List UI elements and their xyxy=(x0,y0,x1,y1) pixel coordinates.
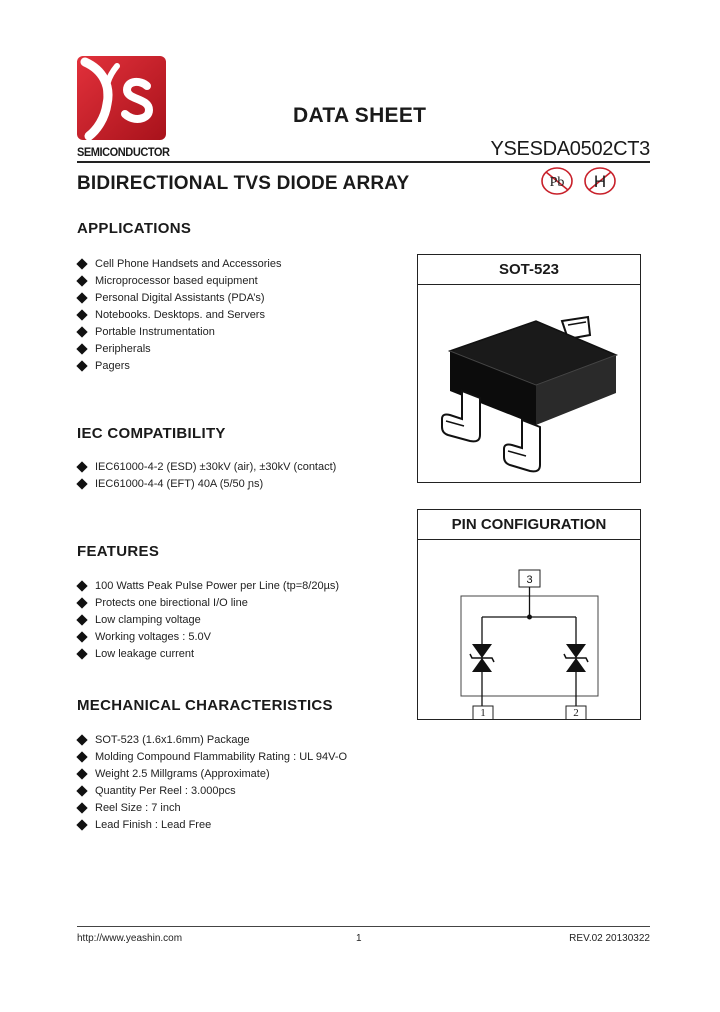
diamond-bullet-icon xyxy=(76,751,87,762)
footer-divider xyxy=(77,926,650,927)
applications-heading: APPLICATIONS xyxy=(77,220,192,237)
diamond-bullet-icon xyxy=(76,648,87,659)
sot523-package-drawing xyxy=(418,285,640,482)
list-item: IEC61000-4-2 (ESD) ±30kV (air), ±30kV (contact) xyxy=(77,458,336,475)
list-item: Microprocessor based equipment xyxy=(77,272,282,289)
package-box-title: SOT-523 xyxy=(418,255,640,285)
diamond-bullet-icon xyxy=(76,614,87,625)
halogen-free-icon xyxy=(583,166,617,196)
list-item: Weight 2.5 Millgrams (Approximate) xyxy=(77,765,347,782)
list-item: Pagers xyxy=(77,357,282,374)
list-item: Low clamping voltage xyxy=(77,611,339,628)
pb-text: Pb xyxy=(549,175,565,190)
diamond-bullet-icon xyxy=(76,580,87,591)
product-title: BIDIRECTIONAL TVS DIODE ARRAY xyxy=(77,173,410,194)
pin-config-title: PIN CONFIGURATION xyxy=(418,510,640,540)
features-list xyxy=(77,577,339,662)
list-item: Reel Size : 7 inch xyxy=(77,799,347,816)
diamond-bullet-icon xyxy=(76,802,87,813)
list-item: Molding Compound Flammability Rating : UL 94V-O xyxy=(77,748,347,765)
list-item: Protects one birectional I/O line xyxy=(77,594,339,611)
pin-3-label: 3 xyxy=(526,574,533,586)
list-item: Personal Digital Assistants (PDA’s) xyxy=(77,289,282,306)
features-heading: FEATURES xyxy=(77,543,160,560)
list-item: Working voltages : 5.0V xyxy=(77,628,339,645)
list-item: Portable Instrumentation xyxy=(77,323,282,340)
diamond-bullet-icon xyxy=(76,360,87,371)
iec-heading: IEC COMPATIBILITY xyxy=(77,425,226,442)
tvs-diode-right xyxy=(564,644,588,672)
package-box xyxy=(417,254,641,483)
diamond-bullet-icon xyxy=(76,258,87,269)
revision-info: REV.02 20130322 xyxy=(569,933,650,944)
list-item: Low leakage current xyxy=(77,645,339,662)
list-item: Quantity Per Reel : 3.000pcs xyxy=(77,782,347,799)
diamond-bullet-icon xyxy=(76,478,87,489)
list-item: Lead Finish : Lead Free xyxy=(77,816,347,833)
pin-2-label: 2 xyxy=(573,707,579,719)
pb-free-badge xyxy=(540,166,574,196)
diamond-bullet-icon xyxy=(76,326,87,337)
company-name: SEMICONDUCTOR xyxy=(77,145,170,159)
page-number: 1 xyxy=(356,933,362,944)
pin-1-label: 1 xyxy=(480,707,486,719)
diamond-bullet-icon xyxy=(76,819,87,830)
pin-schematic xyxy=(418,540,640,719)
diamond-bullet-icon xyxy=(76,768,87,779)
diamond-bullet-icon xyxy=(76,734,87,745)
list-item: Notebooks. Desktops. and Servers xyxy=(77,306,282,323)
list-item: IEC61000-4-4 (EFT) 40A (5/50 ɲs) xyxy=(77,475,336,492)
diamond-bullet-icon xyxy=(76,461,87,472)
h-text: H xyxy=(593,172,607,191)
pin-config-box xyxy=(417,509,641,720)
list-item: Peripherals xyxy=(77,340,282,357)
diamond-bullet-icon xyxy=(76,343,87,354)
ys-logo-graphic xyxy=(77,56,166,140)
package-illustration xyxy=(418,285,640,482)
diamond-bullet-icon xyxy=(76,292,87,303)
tvs-diode-left xyxy=(470,644,494,672)
diamond-bullet-icon xyxy=(76,785,87,796)
document-type: DATA SHEET xyxy=(293,104,427,127)
pb-free-icon xyxy=(540,166,574,196)
list-item: Cell Phone Handsets and Accessories xyxy=(77,255,282,272)
diamond-bullet-icon xyxy=(76,631,87,642)
header-divider xyxy=(77,161,650,163)
diamond-bullet-icon xyxy=(76,275,87,286)
company-logo xyxy=(77,56,166,140)
mechanical-heading: MECHANICAL CHARACTERISTICS xyxy=(77,697,333,714)
mechanical-list xyxy=(77,731,347,833)
part-number: YSESDA0502CT3 xyxy=(490,138,650,160)
list-item: SOT-523 (1.6x1.6mm) Package xyxy=(77,731,347,748)
pin-config-diagram xyxy=(418,540,640,719)
iec-list xyxy=(77,458,336,492)
applications-list xyxy=(77,255,282,374)
diamond-bullet-icon xyxy=(76,597,87,608)
list-item: 100 Watts Peak Pulse Power per Line (tp=8/20µs) xyxy=(77,577,339,594)
diamond-bullet-icon xyxy=(76,309,87,320)
footer-url[interactable]: http://www.yeashin.com xyxy=(77,933,183,944)
halogen-free-badge xyxy=(583,166,617,196)
